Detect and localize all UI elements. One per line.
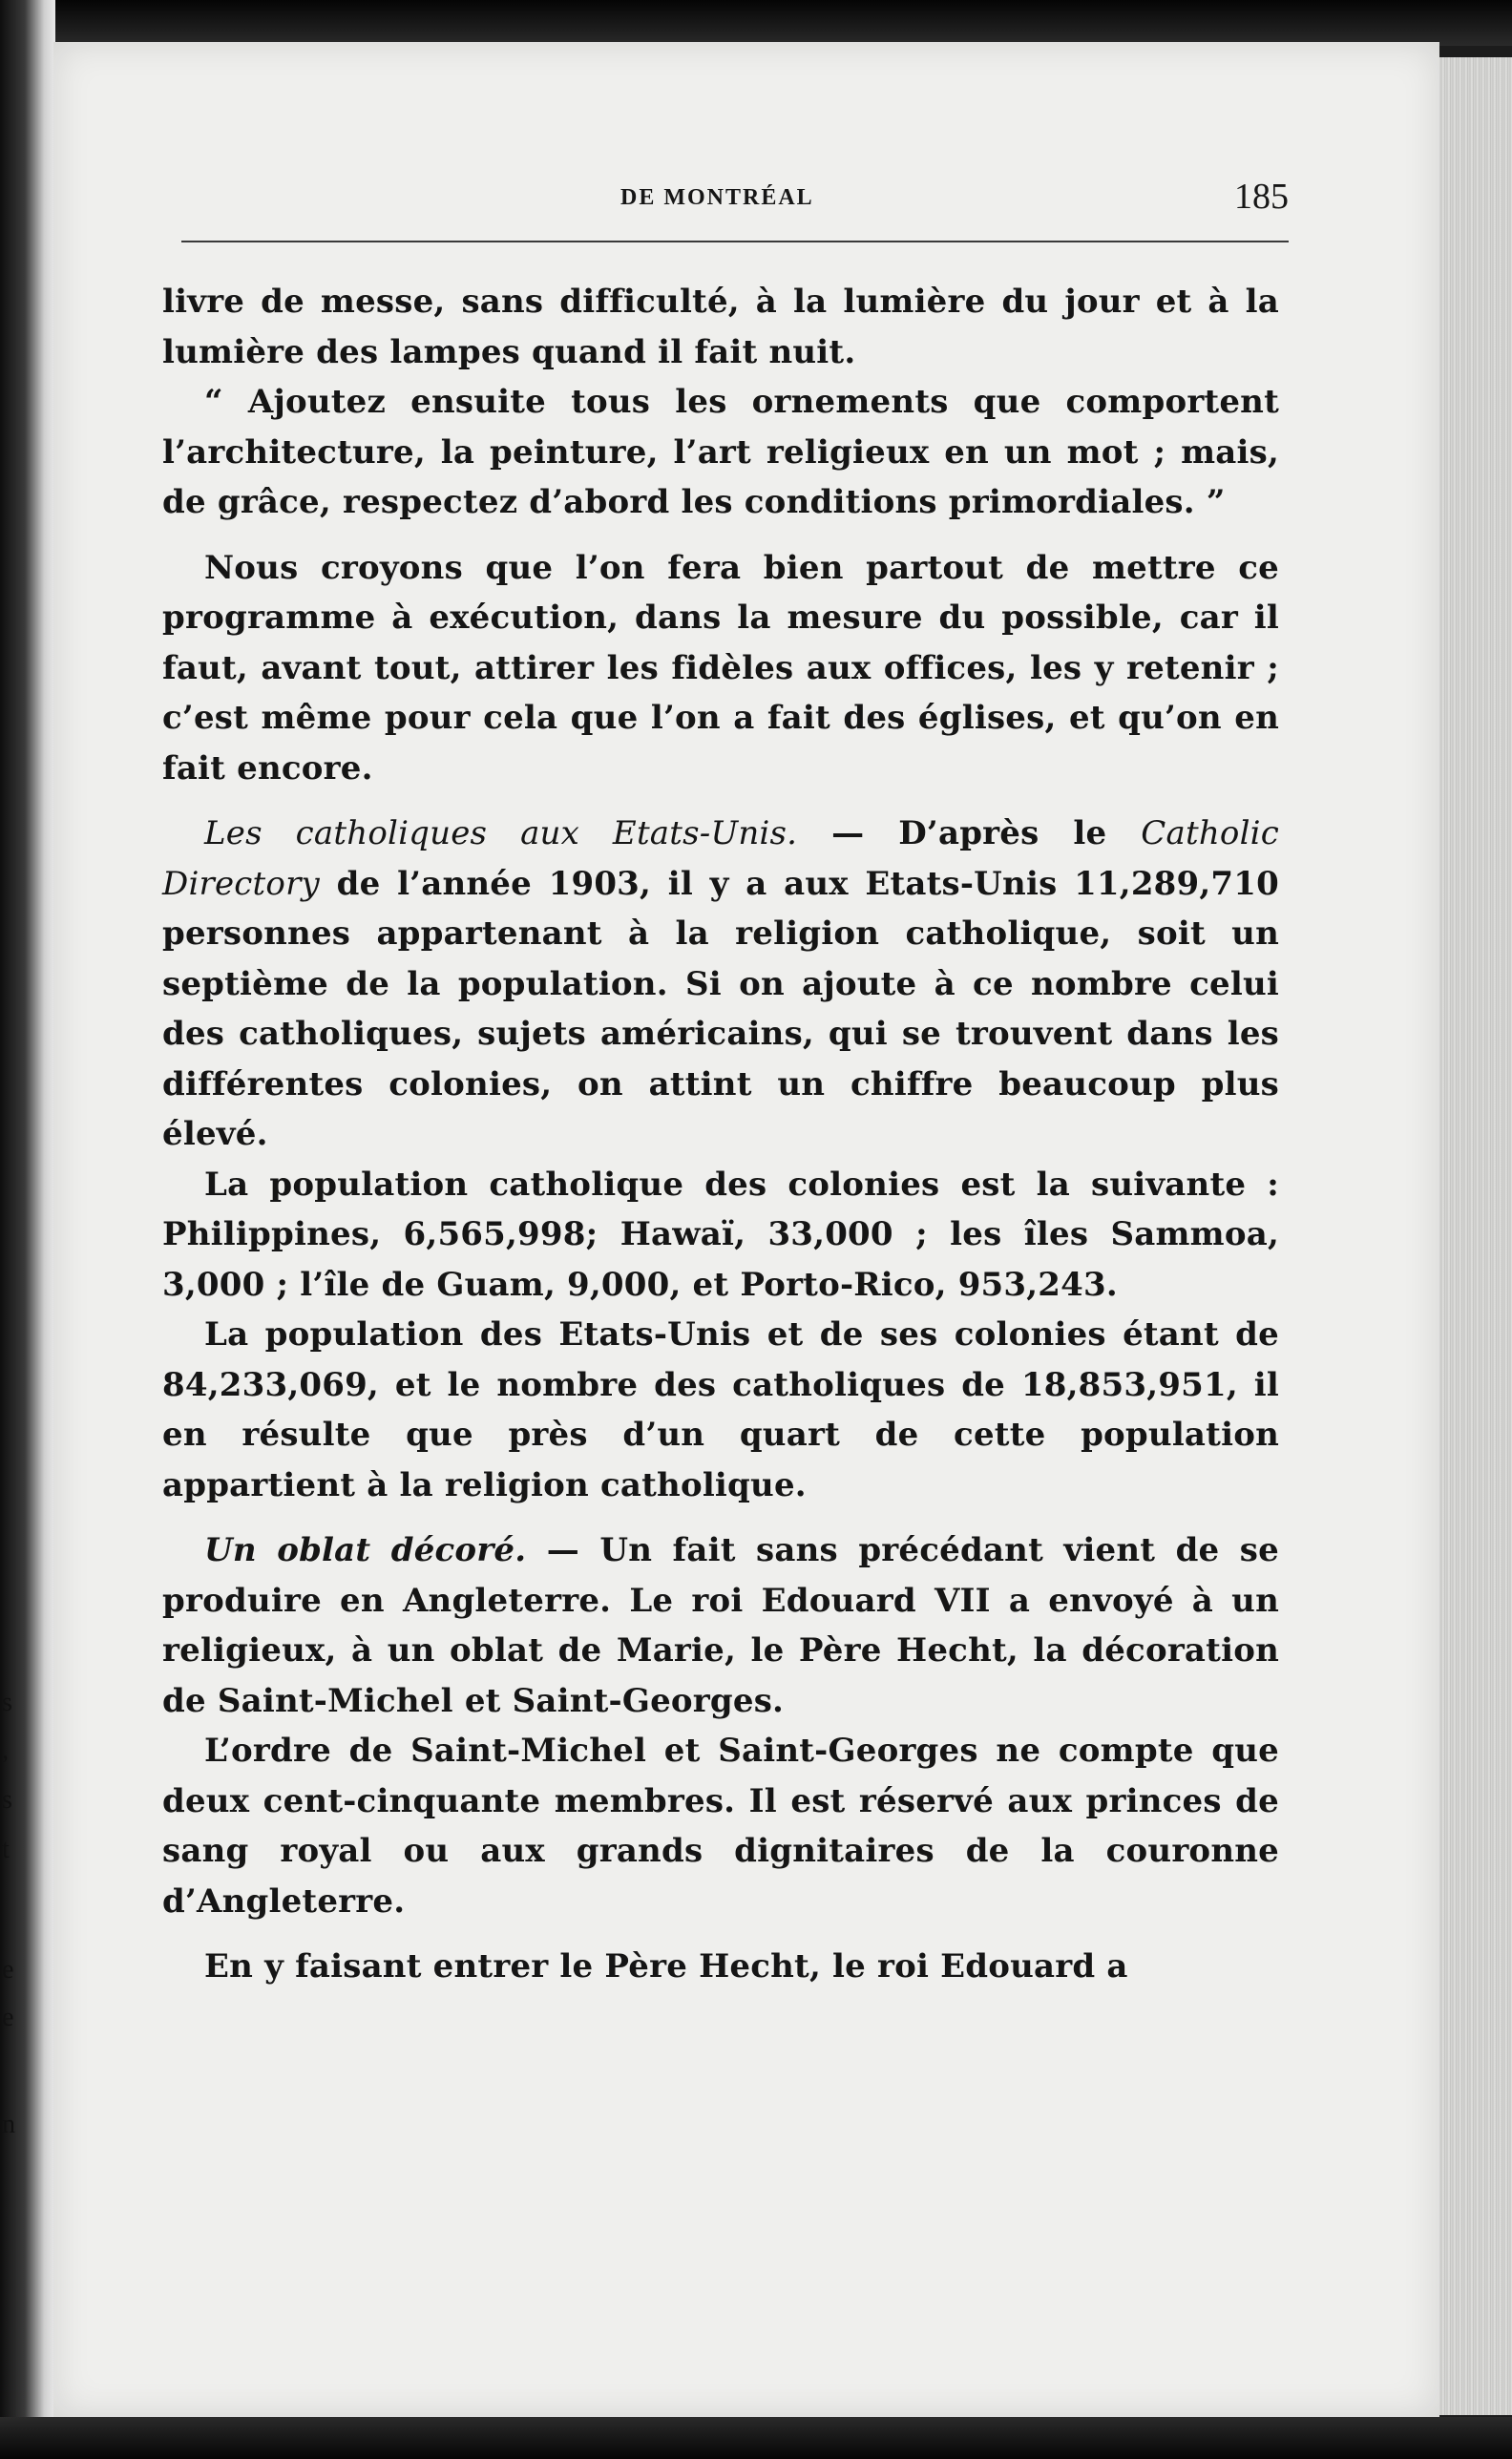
paragraph — [162, 809, 1279, 1160]
paragraph: “ Ajoutez ensuite tous les ornements que comportent l’architecture, la peinture, l’art religieux en un mot ; mais, de grâce, respectez d’abord les conditions primordiales. ” — [162, 383, 1279, 521]
paragraph-text: de l’année 1903, il y a aux Etats-Unis 11,289,710 personnes appartenant à la religion catholique, soit un septième de la population. Si on ajoute à ce nombre celui des catholiques, sujets américains, qui se trouvent dans les différentes colonies, on attint un chiffre beaucoup plus élevé. — [162, 864, 1279, 1153]
paragraph — [162, 1525, 1279, 1726]
running-head: DE MONTRÉAL — [620, 185, 814, 210]
paragraph: Nous croyons que l’on fera bien partout de mettre ce programme à exécution, dans la mesure du possible, car il faut, avant tout, attirer les fidèles aux offices, les y retenir ; c’est même pour cela que l’on a fait des églises, et qu’on en fait encore. — [162, 548, 1279, 788]
page-header — [181, 179, 1289, 227]
margin-letter: , — [2, 1735, 9, 1765]
top-shadow — [0, 0, 1512, 46]
margin-letter: e — [2, 2003, 14, 2032]
page-stack-edges — [1439, 57, 1512, 2415]
paragraph: livre de messe, sans difficulté, à la lumière du jour et à la lumière des lampes quand il fait nuit. — [162, 283, 1279, 371]
paragraph-text: — D’après le — [797, 814, 1142, 852]
bottom-shadow — [0, 2417, 1512, 2459]
paragraph: L’ordre de Saint-Michel et Saint-Georges ne compte que deux cent-cinquante membres. Il est réservé aux princes de sang royal ou aux grands dignitaires de la couronne d’Angleterre. — [162, 1732, 1279, 1921]
section-title: Les catholiques aux Etats-Unis. — [204, 814, 798, 852]
paragraph-text: — Un fait sans précédant vient de se produire en Angleterre. Le roi Edouard VII a envoyé à un religieux, à un oblat de Marie, le Père Hecht, la décoration de Saint-Michel et Saint-Georges. — [162, 1531, 1279, 1720]
margin-letter: n — [2, 2110, 15, 2139]
margin-letter: s — [2, 1785, 12, 1815]
section-title: Un oblat décoré. — [204, 1531, 527, 1569]
margin-letter: t — [2, 1835, 10, 1864]
reference-title: Catholic Directory — [162, 814, 1279, 903]
margin-letter: e — [2, 1955, 14, 1985]
facing-page-letters — [0, 0, 29, 2459]
paragraph: En y faisant entrer le Père Hecht, le roi Edouard a — [204, 1947, 1128, 1986]
paragraph: La population des Etats-Unis et de ses colonies étant de 84,233,069, et le nombre des catholiques de 18,853,951, il en résulte que près d’un quart de cette population appartient à la religion catholique. — [162, 1315, 1279, 1504]
margin-letter: s — [2, 1688, 12, 1717]
paragraph: La population catholique des colonies est la suivante : Philippines, 6,565,998; Hawaï, 33,000 ; les îles Sammoa, 3,000 ; l’île de Guam, 9,000, et Porto-Rico, 953,243. — [162, 1165, 1279, 1304]
page-number: 185 — [1234, 177, 1289, 217]
header-rule — [181, 241, 1289, 242]
body-text — [162, 277, 1279, 1992]
